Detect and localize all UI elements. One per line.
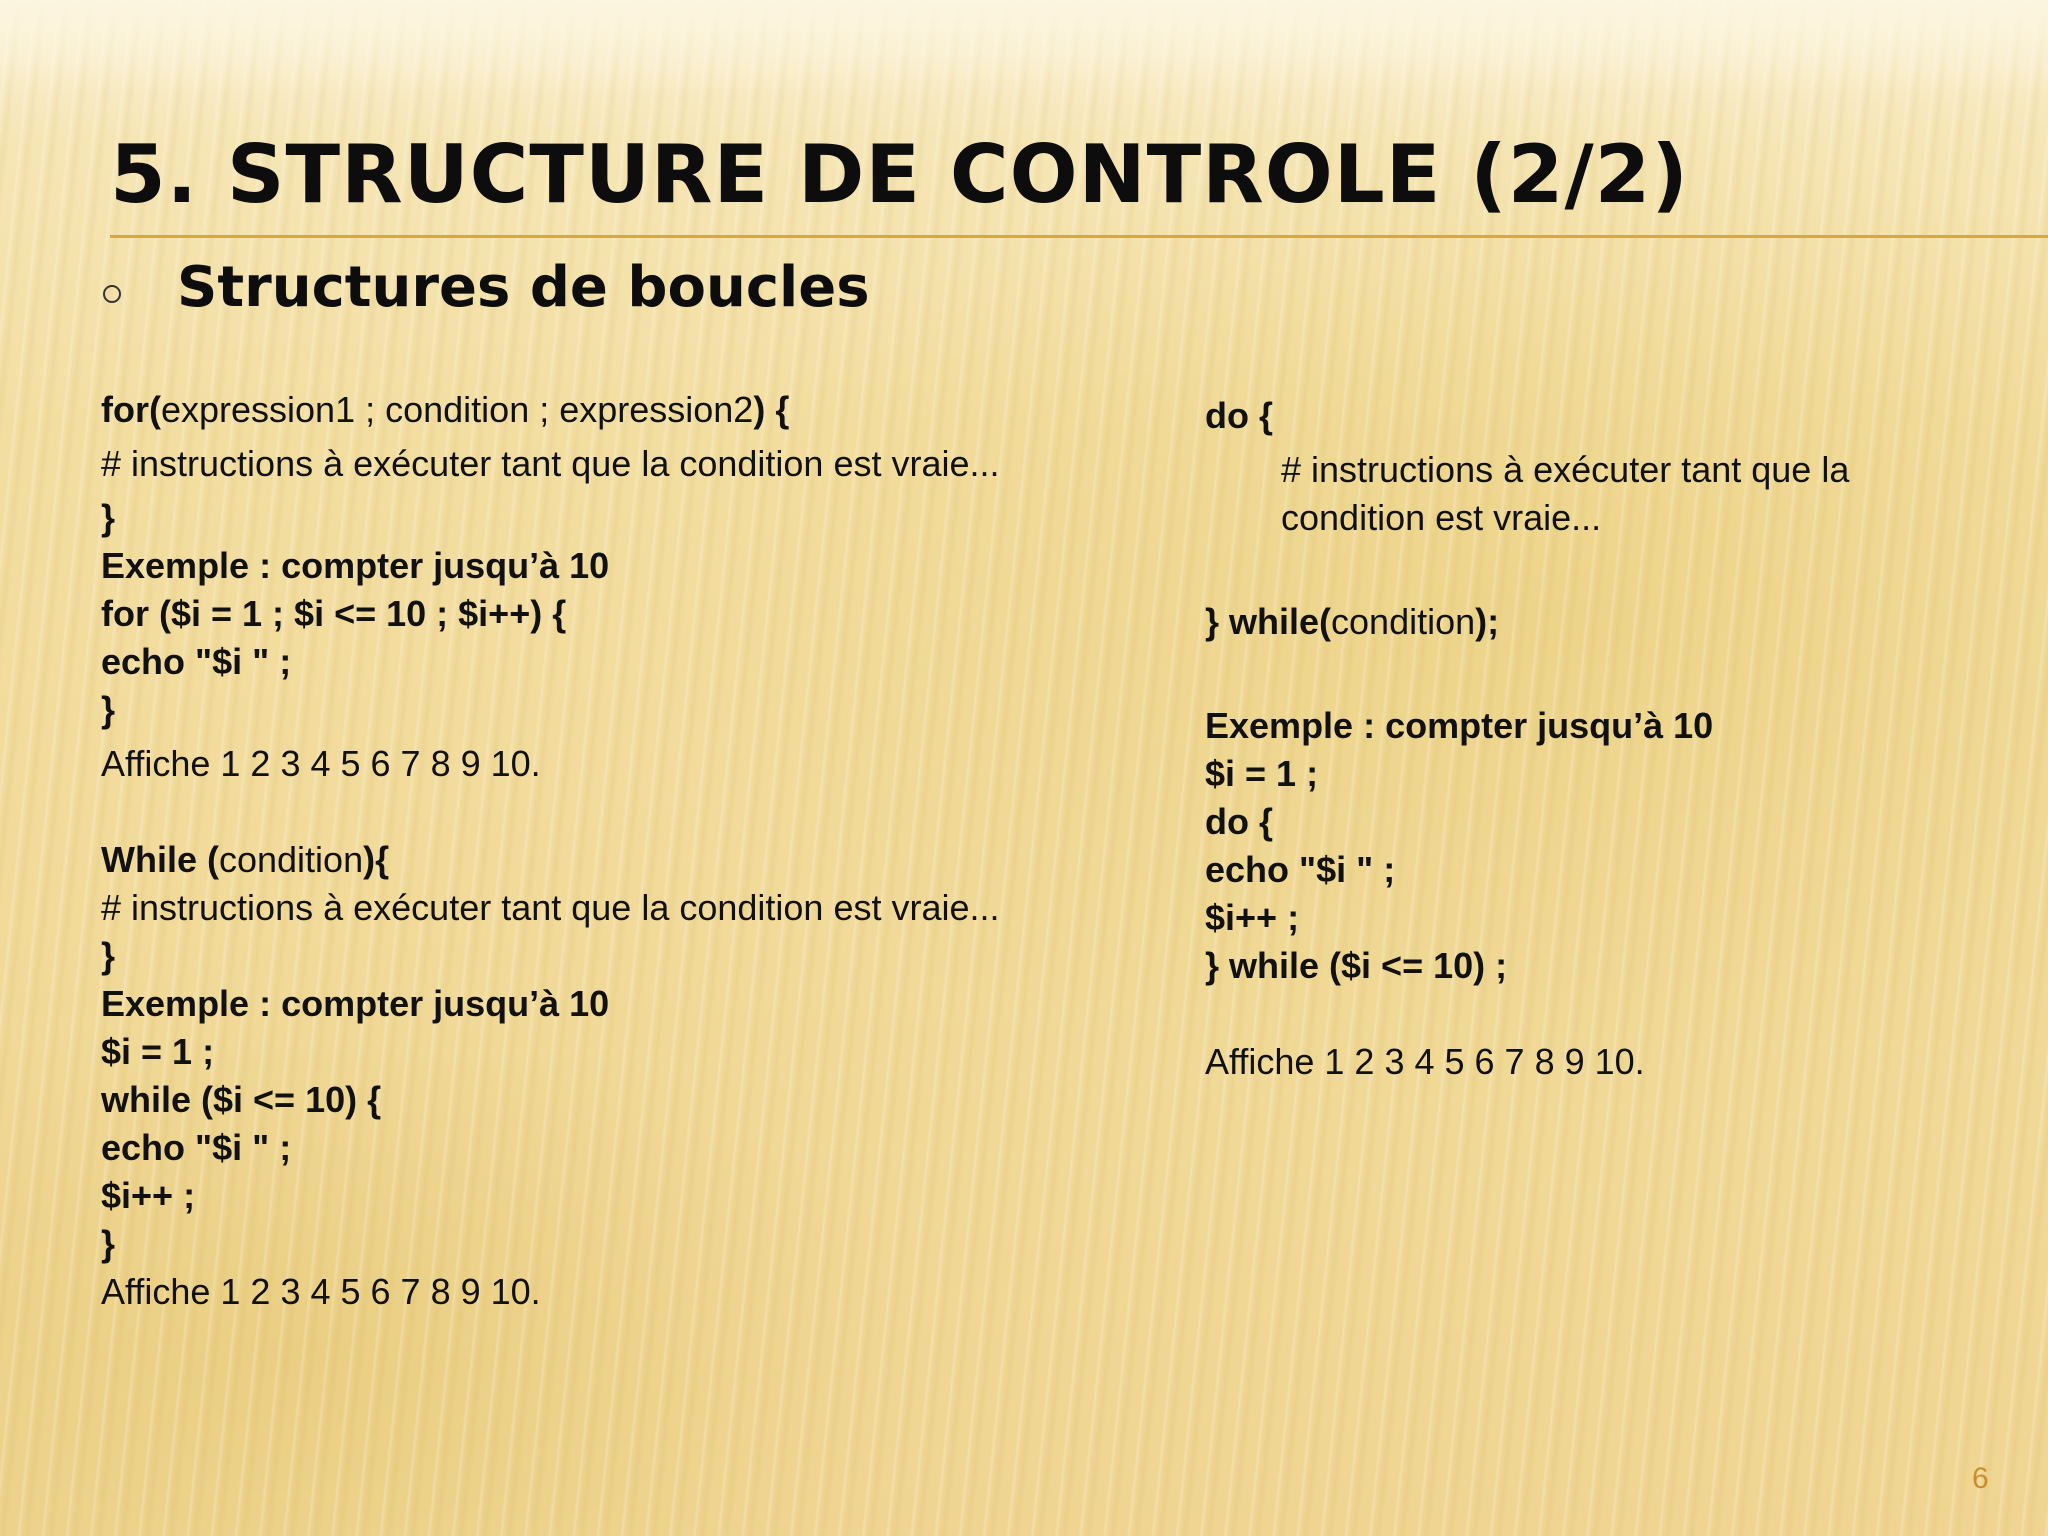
background-fade	[0, 0, 2048, 95]
do-while-arguments: condition	[1331, 601, 1476, 642]
do-code-line: echo "$i " ;	[1205, 849, 1396, 890]
while-syntax-line	[101, 836, 1001, 884]
page-number: 6	[1972, 1462, 1989, 1495]
while-brace-open: ){	[363, 839, 390, 880]
do-code-line: } while ($i <= 10) ;	[1205, 945, 1508, 986]
for-keyword: for(	[101, 389, 161, 430]
for-code-line: echo "$i " ;	[101, 641, 292, 682]
while-code-line: $i++ ;	[101, 1175, 196, 1216]
for-brace-open: ) {	[753, 389, 790, 430]
do-result: Affiche 1 2 3 4 5 6 7 8 9 10.	[1205, 1041, 1645, 1082]
for-result: Affiche 1 2 3 4 5 6 7 8 9 10.	[101, 743, 541, 784]
bullet-circle-icon	[103, 285, 121, 303]
section-subtitle: Structures de boucles	[177, 255, 870, 320]
spacer	[1205, 542, 2025, 598]
do-code-line: $i++ ;	[1205, 897, 1300, 938]
slide-title: 5. STRUCTURE DE CONTROLE (2/2)	[110, 128, 1689, 221]
spacer	[101, 788, 1001, 836]
while-brace-close: }	[101, 935, 116, 976]
do-open: do {	[1205, 395, 1273, 436]
right-column	[1205, 392, 2025, 1086]
for-syntax-line	[101, 386, 1001, 434]
while-code-line: while ($i <= 10) {	[101, 1079, 382, 1120]
while-arguments: condition	[218, 839, 364, 880]
do-while-keyword: } while(	[1205, 601, 1332, 642]
for-arguments: expression1 ; condition ; expression2	[160, 389, 754, 430]
while-code-line: $i = 1 ;	[101, 1031, 215, 1072]
for-code-line: }	[101, 689, 116, 730]
do-comment: # instructions à exécuter tant que la condition est vraie...	[1281, 449, 1850, 538]
do-example-title: Exemple : compter jusqu’à 10	[1205, 705, 1714, 746]
while-code-line: echo "$i " ;	[101, 1127, 292, 1168]
left-column	[101, 386, 1001, 1316]
for-code-line: for ($i = 1 ; $i <= 10 ; $i++) {	[101, 593, 567, 634]
spacer	[1205, 646, 2025, 702]
while-result: Affiche 1 2 3 4 5 6 7 8 9 10.	[101, 1271, 541, 1312]
while-code-line: }	[101, 1223, 116, 1264]
do-code-line: $i = 1 ;	[1205, 753, 1319, 794]
for-comment: # instructions à exécuter tant que la condition est vraie...	[101, 443, 1000, 484]
do-while-end: );	[1475, 601, 1500, 642]
while-keyword: While (	[101, 839, 219, 880]
do-code-line: do {	[1205, 801, 1273, 842]
title-underline	[110, 235, 2048, 238]
for-example-title: Exemple : compter jusqu’à 10	[101, 545, 610, 586]
for-brace-close: }	[101, 497, 116, 538]
do-while-syntax-line	[1205, 598, 2025, 646]
while-example-title: Exemple : compter jusqu’à 10	[101, 983, 610, 1024]
spacer	[1205, 990, 2025, 1038]
while-comment: # instructions à exécuter tant que la condition est vraie...	[101, 887, 1000, 928]
